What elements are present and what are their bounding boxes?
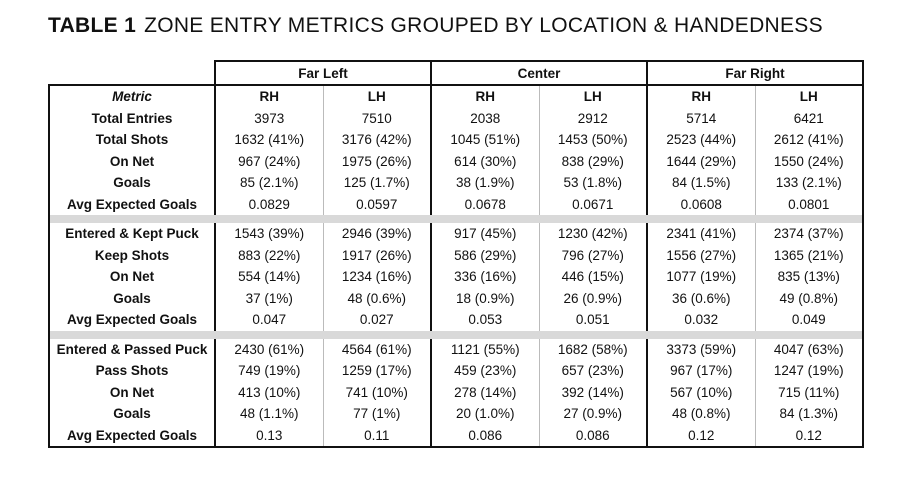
cell-far-right-rh: 84 (1.5%) (647, 172, 755, 194)
row-label: Pass Shots (49, 360, 215, 382)
cell-center-rh: 1121 (55%) (431, 339, 539, 361)
table-title-text: ZONE ENTRY METRICS GROUPED BY LOCATION & HANDEDNESS (144, 14, 823, 37)
cell-far-right-rh: 2523 (44%) (647, 129, 755, 151)
table-row (49, 339, 863, 361)
cell-far-left-lh: 3176 (42%) (323, 129, 431, 151)
separator-cell (539, 215, 647, 223)
cell-far-right-lh: 49 (0.8%) (755, 288, 863, 310)
cell-far-right-lh: 2374 (37%) (755, 223, 863, 245)
row-label: Keep Shots (49, 245, 215, 267)
cell-far-right-rh: 5714 (647, 108, 755, 130)
cell-far-right-lh: 1365 (21%) (755, 245, 863, 267)
column-header-row (49, 85, 863, 108)
column-header-center-lh: LH (539, 85, 647, 108)
cell-center-rh: 18 (0.9%) (431, 288, 539, 310)
cell-far-right-lh: 6421 (755, 108, 863, 130)
cell-far-right-rh: 0.0608 (647, 194, 755, 216)
column-header-far-left-lh: LH (323, 85, 431, 108)
row-label: Goals (49, 172, 215, 194)
cell-center-rh: 2038 (431, 108, 539, 130)
row-label: On Net (49, 382, 215, 404)
cell-far-left-lh: 48 (0.6%) (323, 288, 431, 310)
cell-far-right-lh: 84 (1.3%) (755, 403, 863, 425)
cell-center-rh: 614 (30%) (431, 151, 539, 173)
row-label: Entered & Kept Puck (49, 223, 215, 245)
row-label: Avg Expected Goals (49, 425, 215, 448)
cell-far-right-rh: 967 (17%) (647, 360, 755, 382)
cell-far-left-rh: 3973 (215, 108, 323, 130)
cell-far-left-lh: 1234 (16%) (323, 266, 431, 288)
table-row (49, 223, 863, 245)
cell-far-left-lh: 1917 (26%) (323, 245, 431, 267)
cell-center-lh: 392 (14%) (539, 382, 647, 404)
table-row (49, 288, 863, 310)
row-label: Goals (49, 403, 215, 425)
table-body (49, 108, 863, 448)
cell-center-lh: 838 (29%) (539, 151, 647, 173)
cell-far-left-lh: 1259 (17%) (323, 360, 431, 382)
column-header-center-rh: RH (431, 85, 539, 108)
cell-center-rh: 336 (16%) (431, 266, 539, 288)
cell-far-left-lh: 1975 (26%) (323, 151, 431, 173)
cell-far-right-rh: 567 (10%) (647, 382, 755, 404)
cell-far-right-lh: 133 (2.1%) (755, 172, 863, 194)
table-row (49, 309, 863, 331)
table-row (49, 360, 863, 382)
table-row (49, 172, 863, 194)
group-header-blank (49, 61, 215, 85)
cell-far-right-rh: 3373 (59%) (647, 339, 755, 361)
cell-far-right-rh: 48 (0.8%) (647, 403, 755, 425)
section-separator (49, 331, 863, 339)
table-row (49, 245, 863, 267)
table-title-lead: TABLE 1 (48, 14, 137, 37)
cell-center-lh: 0.086 (539, 425, 647, 448)
row-label: On Net (49, 266, 215, 288)
row-label: Avg Expected Goals (49, 309, 215, 331)
cell-far-right-rh: 1644 (29%) (647, 151, 755, 173)
cell-far-right-lh: 0.049 (755, 309, 863, 331)
cell-far-left-lh: 741 (10%) (323, 382, 431, 404)
cell-far-left-lh: 0.0597 (323, 194, 431, 216)
section-separator (49, 215, 863, 223)
table-row (49, 194, 863, 216)
cell-far-right-rh: 1556 (27%) (647, 245, 755, 267)
cell-center-lh: 26 (0.9%) (539, 288, 647, 310)
cell-far-right-lh: 1550 (24%) (755, 151, 863, 173)
cell-far-left-lh: 7510 (323, 108, 431, 130)
metric-column-header: Metric (49, 85, 215, 108)
column-header-far-left-rh: RH (215, 85, 323, 108)
cell-center-rh: 459 (23%) (431, 360, 539, 382)
cell-center-lh: 796 (27%) (539, 245, 647, 267)
cell-far-right-lh: 715 (11%) (755, 382, 863, 404)
cell-far-left-rh: 0.047 (215, 309, 323, 331)
row-label: On Net (49, 151, 215, 173)
cell-far-left-lh: 0.11 (323, 425, 431, 448)
group-header-center: Center (431, 61, 647, 85)
table-row (49, 403, 863, 425)
group-header-row (49, 61, 863, 85)
row-label: Total Shots (49, 129, 215, 151)
cell-far-right-lh: 0.12 (755, 425, 863, 448)
cell-center-rh: 0.0678 (431, 194, 539, 216)
table-row (49, 108, 863, 130)
column-header-far-right-rh: RH (647, 85, 755, 108)
cell-far-left-lh: 4564 (61%) (323, 339, 431, 361)
cell-center-lh: 53 (1.8%) (539, 172, 647, 194)
cell-center-rh: 1045 (51%) (431, 129, 539, 151)
cell-far-left-rh: 554 (14%) (215, 266, 323, 288)
cell-far-right-rh: 0.12 (647, 425, 755, 448)
separator-cell (431, 331, 539, 339)
table-row (49, 382, 863, 404)
separator-cell (323, 331, 431, 339)
separator-cell (755, 215, 863, 223)
group-header-far-left: Far Left (215, 61, 431, 85)
cell-center-rh: 0.086 (431, 425, 539, 448)
row-label: Entered & Passed Puck (49, 339, 215, 361)
metrics-table (48, 60, 864, 448)
cell-center-lh: 0.051 (539, 309, 647, 331)
cell-center-lh: 2912 (539, 108, 647, 130)
cell-center-lh: 446 (15%) (539, 266, 647, 288)
cell-center-lh: 1453 (50%) (539, 129, 647, 151)
separator-cell (49, 215, 215, 223)
cell-center-rh: 278 (14%) (431, 382, 539, 404)
cell-far-left-rh: 1543 (39%) (215, 223, 323, 245)
cell-far-right-rh: 1077 (19%) (647, 266, 755, 288)
cell-far-right-lh: 1247 (19%) (755, 360, 863, 382)
separator-cell (215, 215, 323, 223)
cell-far-right-lh: 0.0801 (755, 194, 863, 216)
separator-cell (647, 215, 755, 223)
cell-far-left-rh: 0.13 (215, 425, 323, 448)
cell-far-right-rh: 2341 (41%) (647, 223, 755, 245)
cell-far-right-rh: 0.032 (647, 309, 755, 331)
row-label: Total Entries (49, 108, 215, 130)
cell-far-left-rh: 1632 (41%) (215, 129, 323, 151)
cell-center-rh: 586 (29%) (431, 245, 539, 267)
cell-center-rh: 38 (1.9%) (431, 172, 539, 194)
cell-far-left-rh: 48 (1.1%) (215, 403, 323, 425)
column-header-far-right-lh: LH (755, 85, 863, 108)
separator-cell (215, 331, 323, 339)
cell-far-right-lh: 4047 (63%) (755, 339, 863, 361)
cell-center-lh: 0.0671 (539, 194, 647, 216)
cell-center-rh: 20 (1.0%) (431, 403, 539, 425)
table-row (49, 425, 863, 448)
row-label: Goals (49, 288, 215, 310)
separator-cell (49, 331, 215, 339)
cell-far-left-rh: 749 (19%) (215, 360, 323, 382)
cell-far-left-rh: 413 (10%) (215, 382, 323, 404)
cell-center-lh: 1682 (58%) (539, 339, 647, 361)
separator-cell (647, 331, 755, 339)
cell-far-left-lh: 77 (1%) (323, 403, 431, 425)
group-header-far-right: Far Right (647, 61, 863, 85)
cell-far-left-lh: 2946 (39%) (323, 223, 431, 245)
cell-center-lh: 657 (23%) (539, 360, 647, 382)
table-row (49, 151, 863, 173)
cell-far-left-rh: 85 (2.1%) (215, 172, 323, 194)
table-row (49, 129, 863, 151)
cell-center-lh: 27 (0.9%) (539, 403, 647, 425)
separator-cell (323, 215, 431, 223)
table-title (48, 14, 823, 38)
cell-far-left-rh: 2430 (61%) (215, 339, 323, 361)
cell-far-left-lh: 125 (1.7%) (323, 172, 431, 194)
cell-center-rh: 917 (45%) (431, 223, 539, 245)
cell-far-left-rh: 883 (22%) (215, 245, 323, 267)
cell-center-lh: 1230 (42%) (539, 223, 647, 245)
separator-cell (431, 215, 539, 223)
row-label: Avg Expected Goals (49, 194, 215, 216)
separator-cell (539, 331, 647, 339)
table-row (49, 266, 863, 288)
cell-far-left-rh: 0.0829 (215, 194, 323, 216)
cell-far-left-lh: 0.027 (323, 309, 431, 331)
cell-far-right-lh: 835 (13%) (755, 266, 863, 288)
cell-far-right-rh: 36 (0.6%) (647, 288, 755, 310)
cell-center-rh: 0.053 (431, 309, 539, 331)
separator-cell (755, 331, 863, 339)
cell-far-left-rh: 967 (24%) (215, 151, 323, 173)
cell-far-left-rh: 37 (1%) (215, 288, 323, 310)
cell-far-right-lh: 2612 (41%) (755, 129, 863, 151)
